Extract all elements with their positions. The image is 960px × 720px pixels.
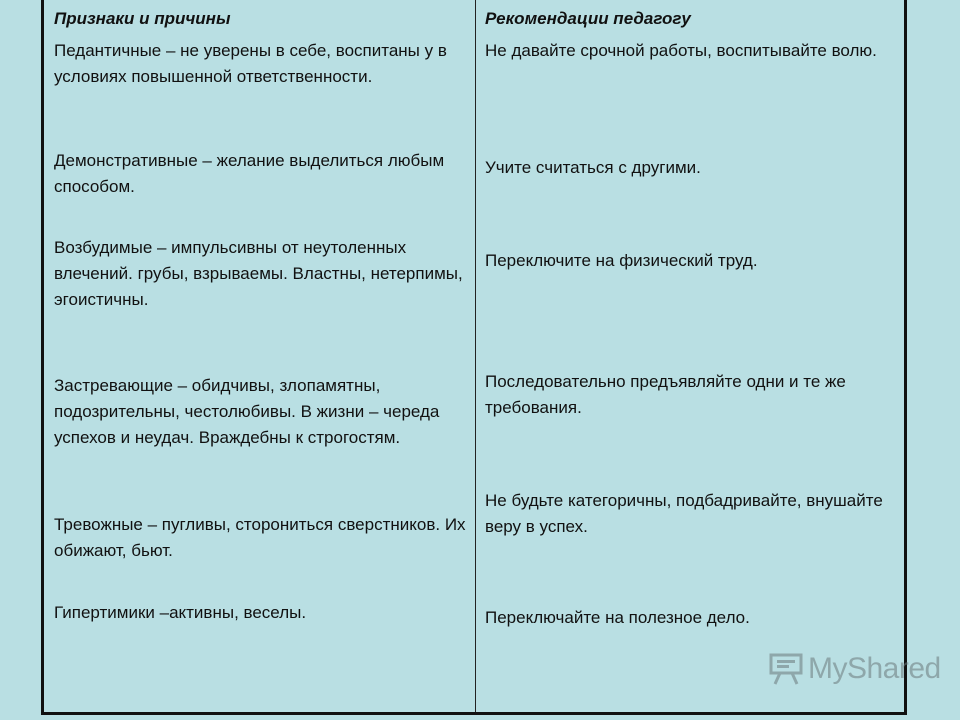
watermark-text: MyShared: [808, 652, 941, 685]
myshared-watermark: [768, 652, 941, 686]
signs-row-anxious: Тревожные – пугливы, сторониться сверстников. Их обижают, бьют.: [54, 515, 466, 560]
recommendations-column: [476, 0, 904, 712]
recommendations-table: [41, 0, 907, 715]
rec-row-anxious: Не будьте категоричны, подбадривайте, внушайте веру в успех.: [485, 491, 883, 536]
signs-row-demonstrative: Демонстративные – желание выделиться любым способом.: [54, 151, 445, 196]
rec-row-pedantic: Не давайте срочной работы, воспитывайте волю.: [485, 41, 877, 60]
signs-row-stuck: Застревающие – обидчивы, злопамятны, подозрительны, честолюбивы. В жизни – череда успехов и неудач. Враждебны к строгостям.: [54, 376, 440, 447]
rec-row-stuck: Последовательно предъявляйте одни и те же требования.: [485, 372, 846, 417]
signs-causes-column: [44, 0, 476, 712]
rec-row-demonstrative: Учите считаться с другими.: [485, 158, 701, 177]
signs-row-excitable: Возбудимые – импульсивны от неутоленных влечений. грубы, взрываемы. Властны, нетерпимы, эгоистичны.: [54, 238, 463, 309]
rec-row-hyperthymic: Переключайте на полезное дело.: [485, 608, 750, 627]
presentation-board-icon: [768, 652, 804, 686]
signs-row-pedantic: Педантичные – не уверены в себе, воспитаны у в условиях повышенной ответственности.: [54, 41, 447, 86]
signs-row-hyperthymic: Гипертимики –активны, веселы.: [54, 603, 307, 622]
recommendations-header: Рекомендации педагогу: [485, 9, 691, 28]
signs-causes-header: Признаки и причины: [54, 9, 231, 28]
rec-row-excitable: Переключите на физический труд.: [485, 251, 758, 270]
